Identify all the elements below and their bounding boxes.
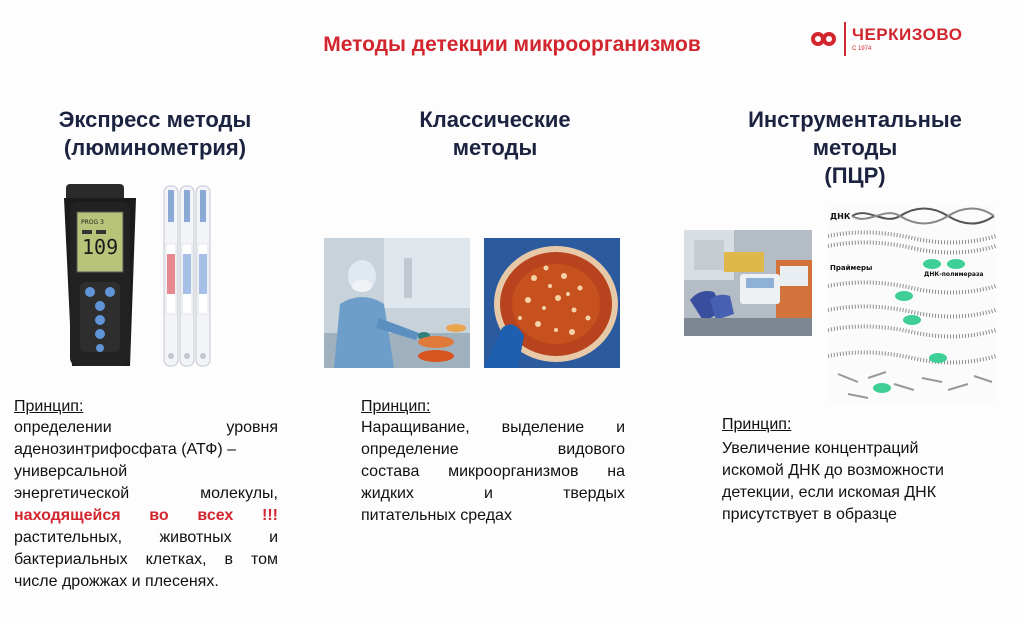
text-line: Наращивание, выделение и	[361, 419, 625, 436]
text-line: присутствует в образце	[722, 506, 897, 523]
text-line: определении уровня	[14, 419, 278, 436]
text-line: числе дрожжах и плесенях.	[14, 573, 219, 590]
text-line: аденозинтрифосфата (АТФ) –	[14, 441, 237, 458]
pcr-diagram	[828, 206, 996, 402]
principle-label-classic: Принцип:	[361, 398, 431, 415]
text-line: определение видового	[361, 441, 625, 458]
pcr-lab-photo	[684, 230, 812, 336]
heading-line: (ПЦР)	[824, 163, 886, 188]
text-line: детекции, если искомая ДНК	[722, 484, 937, 501]
principle-text-express	[14, 417, 278, 593]
heading-line: Инструментальные	[748, 107, 962, 132]
heading-express-methods	[20, 106, 290, 162]
text-line: состава микроорганизмов на	[361, 463, 625, 480]
text-line: Увеличение концентраций	[722, 440, 919, 457]
text-line: энергетической молекулы,	[14, 485, 278, 502]
petri-dish-photo	[484, 238, 620, 368]
heading-instrumental-methods	[720, 106, 990, 190]
text-line: универсальной	[14, 463, 128, 480]
heading-line: Классические	[419, 107, 571, 132]
text-line: жидких и твердых	[361, 485, 625, 502]
principle-text-classic	[361, 417, 625, 527]
heading-line: методы	[812, 135, 898, 160]
principle-label-express: Принцип:	[14, 398, 84, 415]
primers-label: Праймеры	[830, 264, 873, 272]
logo-name: ЧЕРКИЗОВО	[852, 25, 963, 44]
logo-divider	[844, 22, 846, 56]
cherkizovo-logo	[808, 22, 998, 58]
heading-line: методы	[452, 135, 538, 160]
text-line: растительных, животных и	[14, 529, 278, 546]
text-line: питательных средах	[361, 507, 512, 524]
atp-swabs-image	[154, 184, 220, 370]
device-display-mode: PROG 3	[81, 219, 104, 226]
heading-classic-methods	[360, 106, 630, 162]
luminometer-image	[60, 184, 140, 368]
logo-mark-icon	[810, 28, 840, 50]
slide-title: Методы детекции микроорганизмов	[323, 33, 701, 56]
dna-label: ДНК	[830, 212, 851, 221]
heading-line: Экспресс методы	[58, 107, 252, 132]
text-line: искомой ДНК до возможности	[722, 462, 944, 479]
text-line-highlight: находящейся во всех !!!	[14, 507, 278, 524]
heading-line: (люминометрия)	[63, 135, 247, 160]
polymerase-label: ДНК-полимераза	[924, 271, 984, 278]
lab-worker-photo	[324, 238, 470, 368]
principle-text-instrumental	[722, 438, 992, 526]
text-line: бактериальных клетках, в том	[14, 551, 278, 568]
device-display-value: 109	[82, 235, 119, 259]
principle-label-instrumental: Принцип:	[722, 416, 792, 433]
logo-since: С 1974	[852, 46, 872, 52]
